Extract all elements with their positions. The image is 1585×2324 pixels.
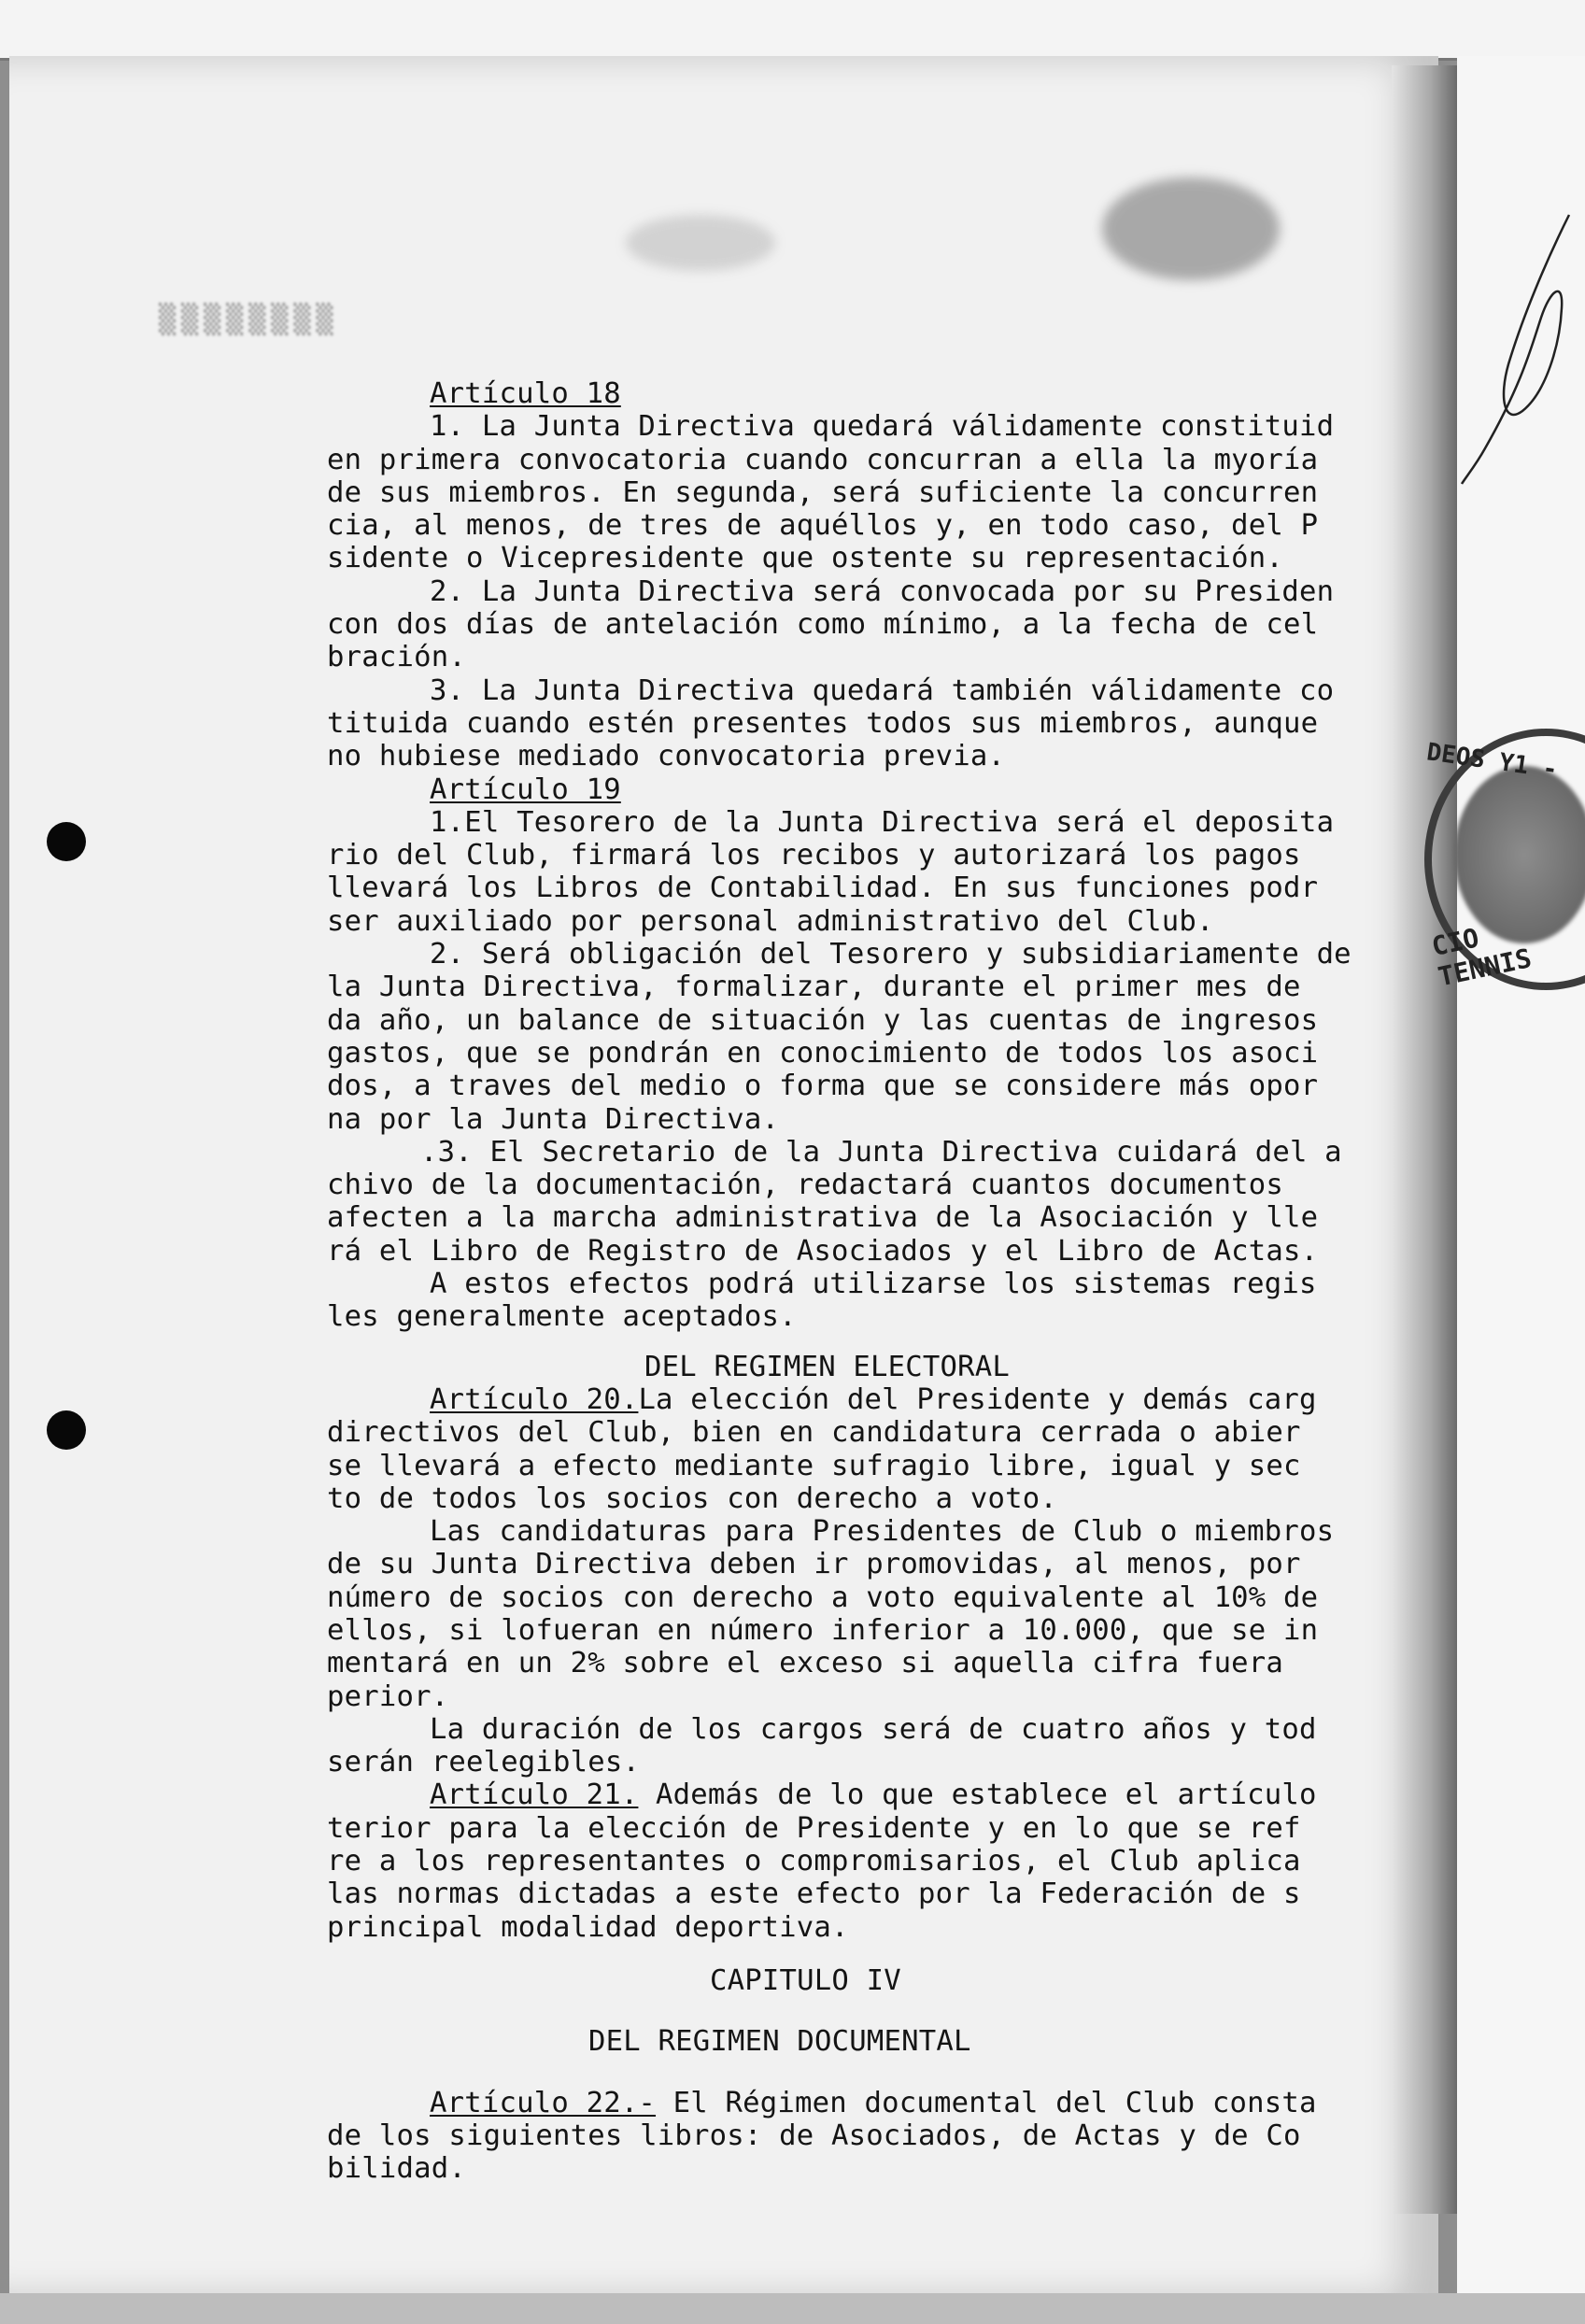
text-line [327, 1647, 1424, 1679]
text-run: dos, a traves del medio o forma que se considere más opor [327, 1070, 1319, 1103]
text-line [327, 1515, 1424, 1548]
text-run: Las candidaturas para Presidentes de Club o miembros [430, 1515, 1335, 1549]
text-line [327, 1713, 1424, 1746]
text-run: 2. La Junta Directiva será convocada por su Presiden [430, 574, 1335, 608]
text-run: La duración de los cargos será de cuatro años y tod [430, 1712, 1317, 1746]
text-run: la Junta Directiva, formalizar, durante el primer mes de [327, 971, 1301, 1004]
text-line [327, 1581, 1424, 1614]
text-run: CAPITULO IV [710, 1963, 901, 1997]
text-run: ellos, si lofueran en número inferior a 10.000, que se in [327, 1613, 1319, 1647]
text-run: rio del Club, firmará los recibos y autorizará los pagos [327, 839, 1301, 872]
text-line [327, 1351, 1424, 1383]
article-heading: Artículo 20. [430, 1382, 639, 1416]
text-line [327, 444, 1424, 476]
text-line [327, 1383, 1424, 1416]
text-line [327, 542, 1424, 574]
text-line [327, 1778, 1424, 1811]
text-line [327, 509, 1424, 542]
text-line [327, 938, 1424, 971]
text-run: ser auxiliado por personal administrativo del Club. [327, 904, 1214, 938]
paragraph-gap [327, 1944, 1424, 1964]
text-run: sidente o Vicepresidente que ostente su representación. [327, 542, 1284, 575]
text-run: cia, al menos, de tres de aquéllos y, en todo caso, del P [327, 509, 1319, 543]
text-line [327, 1878, 1424, 1910]
text-line [327, 410, 1424, 443]
punch-hole [47, 822, 86, 861]
text-run: directivos del Club, bien en candidatura cerrada o abier [327, 1416, 1301, 1450]
text-line [327, 1004, 1424, 1037]
text-line [327, 1450, 1424, 1482]
text-run: bración. [327, 641, 466, 674]
text-line [327, 1235, 1424, 1268]
text-run: bilidad. [327, 2152, 466, 2186]
text-run: de sus miembros. En segunda, será suficiente la concurren [327, 475, 1319, 509]
text-run: .3. El Secretario de la Junta Directiva cuidará del a [420, 1135, 1342, 1169]
text-line [327, 608, 1424, 641]
scan-top-strip [0, 0, 1585, 61]
text-line [327, 1482, 1424, 1515]
text-line [327, 1746, 1424, 1778]
ink-smudge [1102, 177, 1280, 280]
text-line [327, 839, 1424, 872]
text-line [327, 740, 1424, 772]
text-line [327, 872, 1424, 904]
text-line [327, 1812, 1424, 1845]
text-run: re a los representantes o compromisarios, el Club aplica [327, 1845, 1301, 1878]
text-line [327, 1169, 1424, 1201]
text-run: Además de lo que establece el artículo [638, 1778, 1317, 1812]
seal-text-top: DEOS Y1 - [1424, 738, 1560, 785]
document-body [327, 377, 1424, 2185]
text-run: El Régimen documental del Club consta [656, 2086, 1317, 2119]
text-run: principal modalidad deportiva. [327, 1910, 849, 1944]
text-line [327, 1614, 1424, 1647]
text-run: perior. [327, 1679, 449, 1713]
text-run: les generalmente aceptados. [327, 1300, 797, 1334]
text-run: 2. Será obligación del Tesorero y subsidiariamente de [430, 938, 1351, 971]
scan-bottom-strip [0, 2293, 1585, 2324]
text-line [327, 641, 1424, 673]
text-run: terior para la elección de Presidente y en lo que se ref [327, 1811, 1301, 1845]
official-seal [1424, 729, 1585, 999]
text-run: to de todos los socios con derecho a voto. [327, 1481, 1057, 1515]
text-line [327, 2087, 1424, 2119]
text-line [327, 1103, 1424, 1136]
text-run: no hubiese mediado convocatoria previa. [327, 740, 1006, 773]
paragraph-gap [327, 2059, 1424, 2087]
text-run: 1.El Tesorero de la Junta Directiva será el deposita [430, 805, 1335, 839]
text-line [327, 1201, 1424, 1234]
text-line [327, 2025, 1424, 2058]
article-heading: Artículo 18 [430, 377, 621, 410]
text-line [327, 1964, 1424, 1997]
text-run: chivo de la documentación, redactará cuantos documentos [327, 1169, 1284, 1202]
text-run: mentará en un 2% sobre el exceso si aquella cifra fuera [327, 1647, 1284, 1680]
text-line [327, 1037, 1424, 1070]
text-run: las normas dictadas a este efecto por la Federación de s [327, 1878, 1301, 1911]
text-run: de su Junta Directiva deben ir promovidas, al menos, por [327, 1548, 1301, 1581]
text-run: rá el Libro de Registro de Asociados y el Libro de Actas. [327, 1234, 1319, 1268]
text-line [327, 674, 1424, 707]
faded-stamp-mark: ▒▒▒▒▒▒▒▒ [159, 304, 339, 336]
paragraph-gap [327, 1334, 1424, 1351]
punch-hole [47, 1410, 86, 1450]
text-line [327, 1300, 1424, 1333]
text-run: serán reelegibles. [327, 1746, 641, 1779]
text-run: 1. La Junta Directiva quedará válidamente constituid [430, 410, 1335, 444]
text-run: na por la Junta Directiva. [327, 1102, 780, 1136]
text-line [327, 806, 1424, 839]
text-run: DEL REGIMEN DOCUMENTAL [588, 2025, 971, 2059]
text-run: tituida cuando estén presentes todos sus miembros, aunque [327, 706, 1319, 740]
text-run: A estos efectos podrá utilizarse los sistemas regis [430, 1268, 1317, 1301]
text-run: La elección del Presidente y demás carg [638, 1382, 1317, 1416]
text-run: en primera convocatoria cuando concurran a ella la myoría [327, 443, 1319, 476]
handwritten-signature [1457, 205, 1578, 486]
text-run: da año, un balance de situación y las cuentas de ingresos [327, 1003, 1319, 1037]
text-run: se llevará a efecto mediante sufragio libre, igual y sec [327, 1449, 1301, 1482]
text-run: DEL REGIMEN ELECTORAL [644, 1350, 1010, 1383]
text-run: de los siguientes libros: de Asociados, de Actas y de Co [327, 2119, 1301, 2152]
article-heading: Artículo 22.- [430, 2086, 657, 2119]
seal-text-bottom: CIO TENNIS [1428, 922, 1535, 993]
text-line [327, 2119, 1424, 2152]
text-line [327, 476, 1424, 509]
ink-smudge [626, 215, 775, 271]
text-line [327, 1911, 1424, 1944]
text-run: número de socios con derecho a voto equivalente al 10% de [327, 1580, 1319, 1614]
article-heading: Artículo 19 [430, 772, 621, 806]
text-run: llevará los Libros de Contabilidad. En sus funciones podr [327, 872, 1319, 905]
text-line [327, 1416, 1424, 1449]
text-line [327, 1136, 1424, 1169]
text-line [327, 1548, 1424, 1580]
text-line [327, 1070, 1424, 1102]
text-line [327, 905, 1424, 938]
text-line [327, 707, 1424, 740]
text-run: afecten a la marcha administrativa de la Asociación y lle [327, 1201, 1319, 1235]
text-line [327, 2152, 1424, 2185]
article-heading: Artículo 21. [430, 1778, 639, 1812]
text-line [327, 1680, 1424, 1713]
text-line [327, 773, 1424, 806]
text-run: con dos días de antelación como mínimo, a la fecha de cel [327, 608, 1319, 642]
text-line [327, 575, 1424, 608]
text-line [327, 971, 1424, 1003]
text-run: gastos, que se pondrán en conocimiento de todos los asoci [327, 1036, 1319, 1070]
text-run: 3. La Junta Directiva quedará también válidamente co [430, 673, 1335, 707]
paragraph-gap [327, 1997, 1424, 2025]
text-line [327, 1268, 1424, 1300]
text-line [327, 377, 1424, 410]
text-line [327, 1845, 1424, 1878]
